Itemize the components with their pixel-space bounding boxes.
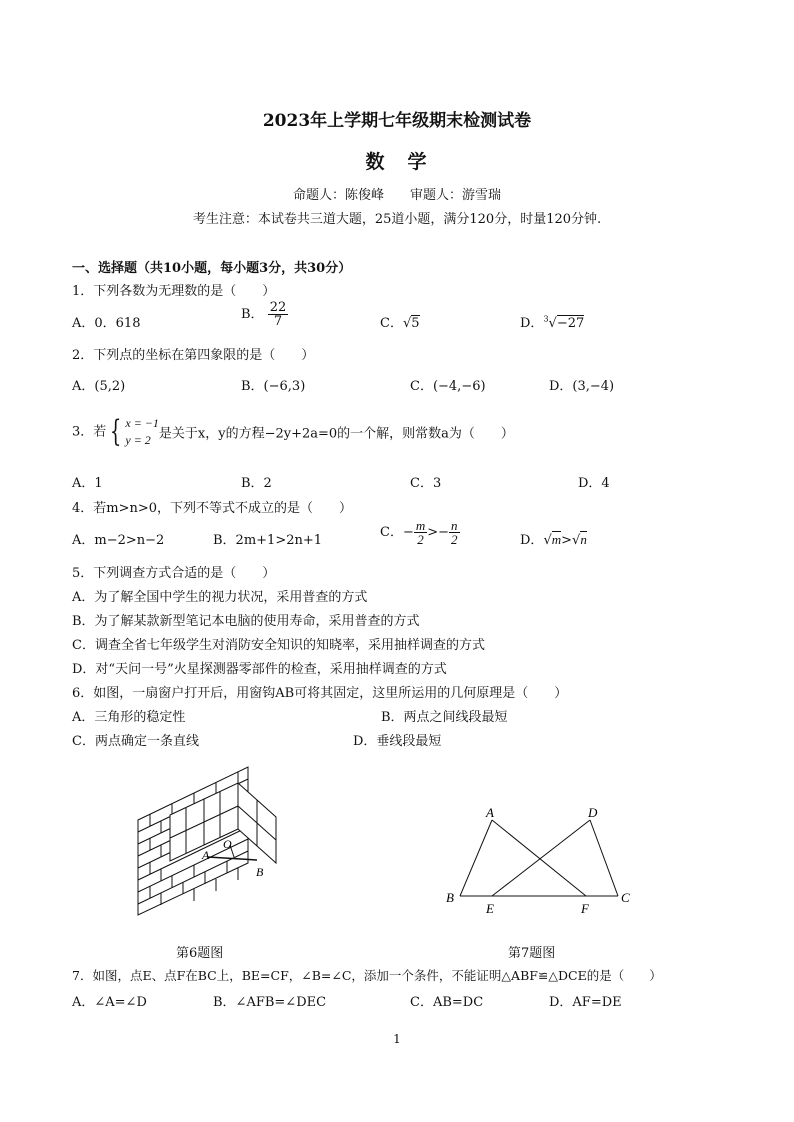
equation-system bbox=[125, 415, 159, 449]
q2-stem: 2．下列点的坐标在第四象限的是（ ） bbox=[72, 348, 315, 363]
option-label: B． bbox=[241, 307, 264, 322]
q6-option-d: D．垂线段最短 bbox=[353, 734, 442, 749]
equation-2: y = 2 bbox=[125, 433, 151, 447]
fig6-label-o: O bbox=[223, 837, 232, 851]
sqrt-sign: √ bbox=[402, 316, 412, 331]
q3-option-b: B．2 bbox=[241, 476, 272, 491]
segment-dc bbox=[590, 820, 618, 896]
subject-title: 数 学 bbox=[365, 151, 429, 173]
fig6-label-b: B bbox=[256, 865, 264, 879]
notice-line: 考生注意：本试卷共三道大题，25道小题，满分120分，时量120分钟. bbox=[192, 212, 602, 227]
q1-option-a: A．0．618 bbox=[72, 316, 141, 331]
q3-option-a: A．1 bbox=[72, 476, 103, 491]
q6-option-b: B．两点之间线段最短 bbox=[381, 710, 508, 725]
q4-option-d bbox=[520, 529, 587, 548]
authors-line: 命题人：陈俊峰 审题人：游雪瑞 bbox=[292, 188, 501, 203]
figure-7-triangles bbox=[440, 800, 640, 918]
q2-option-d: D．(3,−4) bbox=[549, 379, 615, 394]
numerator: 22 bbox=[269, 300, 287, 315]
exam-title: 2023年上学期七年级期末检测试卷 bbox=[262, 111, 532, 131]
q5-option-b: B．为了解某款新型笔记本电脑的使用寿命，采用普查的方式 bbox=[72, 614, 420, 629]
q4-option-c bbox=[380, 519, 460, 546]
q7-option-a: A．∠A=∠D bbox=[72, 995, 147, 1010]
q1-option-b bbox=[241, 301, 288, 328]
figure-6-window bbox=[130, 765, 290, 920]
fig6-label-a: A bbox=[202, 848, 210, 862]
q7-option-c: C．AB=DC bbox=[410, 995, 484, 1010]
fig7-label-f: F bbox=[581, 901, 589, 916]
operator: >− bbox=[427, 525, 450, 540]
q7-option-b: B．∠AFB=∠DEC bbox=[213, 995, 327, 1010]
system-brace: { bbox=[110, 414, 122, 449]
fig7-label-b: B bbox=[446, 890, 454, 905]
figure-6-caption: 第6题图 bbox=[176, 946, 224, 961]
denominator: 2 bbox=[417, 532, 424, 547]
option-label: C． bbox=[380, 316, 403, 331]
option-label: D． bbox=[520, 533, 544, 548]
q4-option-a: A．m−2>n−2 bbox=[72, 533, 165, 548]
root-index: 3 bbox=[543, 314, 549, 324]
q4-option-b: B．2m+1>2n+1 bbox=[213, 533, 323, 548]
q5-option-a: A．为了解全国中学生的视力状况，采用普查的方式 bbox=[72, 590, 368, 605]
fig7-label-d: D bbox=[588, 805, 598, 820]
q5-option-d: D．对“天问一号”火星探测器零部件的检查，采用抽样调查的方式 bbox=[72, 662, 447, 677]
q6-option-c: C．两点确定一条直线 bbox=[72, 734, 199, 749]
q3-option-c: C．3 bbox=[410, 476, 442, 491]
sqrt-sign: √ bbox=[548, 316, 557, 331]
hook-ab bbox=[208, 857, 257, 860]
radicand: −27 bbox=[556, 316, 585, 331]
q4-stem: 4．若m>n>0，下列不等式不成立的是（ ） bbox=[72, 501, 353, 516]
q3-option-d: D．4 bbox=[578, 476, 610, 491]
denominator: 7 bbox=[273, 314, 283, 329]
q3-suffix: 是关于x，y的方程−2y+2a=0的一个解，则常数a为（ ） bbox=[158, 426, 514, 442]
q3-prefix: 3．若 bbox=[72, 424, 107, 440]
numerator: m bbox=[415, 518, 426, 533]
section-heading: 一、选择题（共10小题，每小题3分，共30分） bbox=[72, 261, 352, 276]
segment-ab bbox=[460, 820, 492, 896]
page-number: 1 bbox=[393, 1032, 401, 1046]
q6-stem: 6．如图，一扇窗户打开后，用窗钩AB可将其固定，这里所运用的几何原理是（ ） bbox=[72, 686, 568, 701]
numerator: n bbox=[451, 518, 458, 533]
radicand: 5 bbox=[411, 316, 420, 331]
fraction bbox=[414, 519, 427, 546]
q1-option-c bbox=[380, 312, 420, 331]
q5-stem: 5．下列调查方式合适的是（ ） bbox=[72, 566, 276, 581]
option-label: D． bbox=[520, 316, 544, 331]
fig7-label-e: E bbox=[486, 901, 494, 916]
q1-stem: 1．下列各数为无理数的是（ ） bbox=[72, 284, 276, 299]
option-label: C．− bbox=[380, 525, 414, 540]
radicand: n bbox=[580, 532, 587, 547]
radicand: m bbox=[551, 532, 562, 547]
q1-option-d bbox=[520, 312, 584, 331]
operator: > bbox=[561, 533, 573, 548]
q2-option-c: C．(−4,−6) bbox=[410, 379, 486, 394]
q5-option-c: C．调查全省七年级学生对消防安全知识的知晓率，采用抽样调查的方式 bbox=[72, 638, 485, 653]
fraction bbox=[268, 301, 289, 328]
fig7-label-a: A bbox=[486, 805, 494, 820]
q2-option-b: B．(−6,3) bbox=[241, 379, 306, 394]
equation-1: x = −1 bbox=[125, 416, 159, 430]
fraction bbox=[449, 519, 460, 546]
sqrt-sign: √ bbox=[572, 533, 581, 548]
figure-7-caption: 第7题图 bbox=[508, 946, 556, 961]
sqrt-sign: √ bbox=[543, 533, 552, 548]
q6-option-a: A．三角形的稳定性 bbox=[72, 710, 186, 725]
q7-stem: 7．如图，点E、点F在BC上，BE=CF，∠B=∠C，添加一个条件，不能证明△ABF≌△DCE的是（ ） bbox=[72, 968, 662, 983]
q7-option-d: D．AF=DE bbox=[549, 995, 622, 1010]
denominator: 2 bbox=[451, 532, 458, 547]
fig7-label-c: C bbox=[621, 890, 630, 905]
q2-option-a: A．(5,2) bbox=[72, 379, 126, 394]
q3-stem bbox=[72, 415, 514, 449]
